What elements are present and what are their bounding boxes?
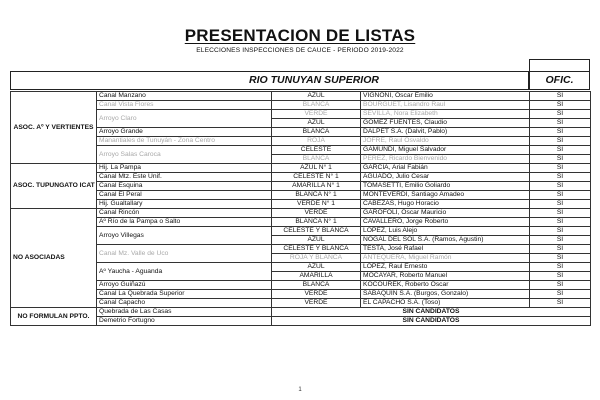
ofic-cell: SI [530, 191, 591, 200]
responsable-cell: GAMUNDI, Miguel Salvador [361, 146, 530, 155]
responsable-cell: GARCIA, Arial Fabián [361, 164, 530, 173]
table-row [11, 137, 591, 146]
group-label: ASOC. Aº Y VERTIENTES [11, 92, 97, 164]
ofic-cell: SI [530, 290, 591, 299]
table-row [11, 281, 591, 290]
ofic-cell: SI [530, 227, 591, 236]
ofic-cell: SI [530, 263, 591, 272]
canal-cell: Hij. La Pampa [97, 164, 272, 173]
table-row [11, 110, 591, 119]
table-row [11, 200, 591, 209]
lista-cell: VERDE N° 1 [272, 200, 361, 209]
lista-cell: CELESTE [272, 146, 361, 155]
sin-candidatos-cell: SIN CANDIDATOS [272, 308, 591, 317]
ofic-cell: SI [530, 110, 591, 119]
responsable-cell: SEVILLA, Nora Elizabeth [361, 110, 530, 119]
lista-cell: VERDE [272, 299, 361, 308]
responsable-cell: EL CAPACHO S.A. (Toso) [361, 299, 530, 308]
table-row [11, 146, 591, 155]
page-subtitle: ELECCIONES INSPECCIONES DE CAUCE - PERIODO 2019-2022 [196, 47, 404, 54]
lista-cell: AZUL N° 1 [272, 164, 361, 173]
responsable-cell: DALPET S.A. (Dalvit, Pablo) [361, 128, 530, 137]
lista-cell: CELESTE Y BLANCA [272, 245, 361, 254]
table-row [11, 290, 591, 299]
ofic-cell: SI [530, 245, 591, 254]
lista-cell: BLANCA N° 1 [272, 191, 361, 200]
lista-cell: ROJA [272, 137, 361, 146]
ofic-cell: SI [530, 299, 591, 308]
responsable-cell: PEREZ, Ricardo Bienvenido [361, 155, 530, 164]
table-row [11, 209, 591, 218]
canal-cell: Aº Yaucha - Aguanda [97, 263, 272, 281]
table-row [11, 128, 591, 137]
lista-cell: BLANCA [272, 155, 361, 164]
canal-cell: Quebrada de Las Casas [97, 308, 272, 317]
table-row [11, 101, 591, 110]
ofic-cell: SI [530, 92, 591, 101]
table-row [11, 299, 591, 308]
canal-cell: Demetrio Fortugno [97, 317, 272, 326]
lista-cell: CELESTE Y BLANCA [272, 227, 361, 236]
sin-candidatos-cell: SIN CANDIDATOS [272, 317, 591, 326]
responsable-cell: NOGAL DEL SOL S.A. (Ramos, Agustin) [361, 236, 530, 245]
table-row [11, 173, 591, 182]
lista-cell: VERDE [272, 209, 361, 218]
lista-cell: AMARILLA N° 1 [272, 182, 361, 191]
table-row [11, 308, 591, 317]
ofic-column-header: OFIC. [545, 74, 574, 86]
page-number: 1 [298, 387, 302, 393]
ofic-cell: SI [530, 182, 591, 191]
canal-cell: Canal El Peral [97, 191, 272, 200]
lista-cell: AZUL [272, 263, 361, 272]
responsable-cell: TESTA, José Rafael [361, 245, 530, 254]
canal-cell: Canal Mz. Valle de Uco [97, 245, 272, 263]
canal-cell: Arroyo Guiñazú [97, 281, 272, 290]
canal-cell: Canal Vista Flores [97, 101, 272, 110]
responsable-cell: JOFRE, Raul Osvaldo [361, 137, 530, 146]
table-row [11, 263, 591, 272]
canal-cell: Canal Mtz. Este Unif. [97, 173, 272, 182]
lista-cell: VERDE [272, 290, 361, 299]
responsable-cell: KOCOUREK, Roberto Oscar [361, 281, 530, 290]
lista-cell: AZUL [272, 92, 361, 101]
responsable-cell: SABAQUIN S.A. (Burgos, Gonzalo) [361, 290, 530, 299]
lista-cell: ROJA Y BLANCA [272, 254, 361, 263]
ofic-cell: SI [530, 236, 591, 245]
ofic-cell: SI [530, 200, 591, 209]
table-row [11, 317, 591, 326]
table-row [11, 164, 591, 173]
ofic-cell: SI [530, 281, 591, 290]
ofic-cell: SI [530, 101, 591, 110]
page-title: PRESENTACION DE LISTAS [184, 26, 416, 45]
canal-cell: Arroyo Villegas [97, 227, 272, 245]
responsable-cell: AGUADO, Julio Cesar [361, 173, 530, 182]
canal-cell: Aº Río de la Pampa o Salto [97, 218, 272, 227]
responsable-cell: MONTEVERDI, Santiago Amadeo [361, 191, 530, 200]
ofic-cell: SI [530, 146, 591, 155]
ofic-cell: SI [530, 119, 591, 128]
canal-cell: Hij. Gualtallary [97, 200, 272, 209]
canal-cell: Canal Manzano [97, 92, 272, 101]
table-row [11, 191, 591, 200]
lista-cell: BLANCA [272, 101, 361, 110]
responsable-cell: LOPEZ, Luis Alejo [361, 227, 530, 236]
canal-cell: Canal La Quebrada Superior [97, 290, 272, 299]
section-title: RIO TUNUYAN SUPERIOR [249, 74, 379, 86]
ofic-cell: SI [530, 137, 591, 146]
table-row [11, 218, 591, 227]
ofic-cell: SI [530, 173, 591, 182]
responsable-cell: GOMEZ FUENTES, Claudio [361, 119, 530, 128]
group-label: ASOC. TUPUNGATO ICAT [11, 164, 97, 209]
ofic-cell: SI [530, 254, 591, 263]
canal-cell: Canal Rincón [97, 209, 272, 218]
responsable-cell: BOURGUET, Lisandro Raul [361, 101, 530, 110]
responsable-cell: MOCAYAR, Roberto Manuel [361, 272, 530, 281]
ofic-cell: SI [530, 164, 591, 173]
canal-cell: Arroyo Salas Caroca [97, 146, 272, 164]
table-row [11, 92, 591, 101]
lista-cell: AZUL [272, 119, 361, 128]
canal-cell: Canal Esquina [97, 182, 272, 191]
canal-cell: Manantiales de Tunuyán - Zona Centro [97, 137, 272, 146]
table-row [11, 227, 591, 236]
responsable-cell: LOPEZ, Raul Ernesto [361, 263, 530, 272]
lista-cell: CELESTE N° 1 [272, 173, 361, 182]
group-label: NO ASOCIADAS [11, 209, 97, 308]
lista-cell: BLANCA N° 1 [272, 218, 361, 227]
lista-cell: VERDE [272, 110, 361, 119]
group-label: NO FORMULAN PPTO. [11, 308, 97, 326]
responsable-cell: CABEZAS, Hugo Horacio [361, 200, 530, 209]
ofic-cell: SI [530, 209, 591, 218]
responsable-cell: TOMASETTI, Emilio Goliardo [361, 182, 530, 191]
responsable-cell: ANTEQUERA, Miguel Ramón [361, 254, 530, 263]
responsable-cell: CAVALLERO, Jorge Roberto [361, 218, 530, 227]
ofic-header-top-box [529, 59, 590, 71]
lists-table [10, 91, 591, 326]
table-row [11, 245, 591, 254]
table-row [11, 182, 591, 191]
ofic-cell: SI [530, 128, 591, 137]
ofic-cell: SI [530, 272, 591, 281]
canal-cell: Arroyo Grande [97, 128, 272, 137]
lista-cell: BLANCA [272, 128, 361, 137]
lista-cell: BLANCA [272, 281, 361, 290]
canal-cell: Arroyo Claro [97, 110, 272, 128]
responsable-cell: GAROFOLI, Oscar Mauricio [361, 209, 530, 218]
responsable-cell: VIGNONI, Oscar Emilio [361, 92, 530, 101]
lista-cell: AMARILLA [272, 272, 361, 281]
ofic-cell: SI [530, 218, 591, 227]
canal-cell: Canal Capacho [97, 299, 272, 308]
lista-cell: AZUL [272, 236, 361, 245]
table-header [10, 71, 590, 90]
ofic-cell: SI [530, 155, 591, 164]
